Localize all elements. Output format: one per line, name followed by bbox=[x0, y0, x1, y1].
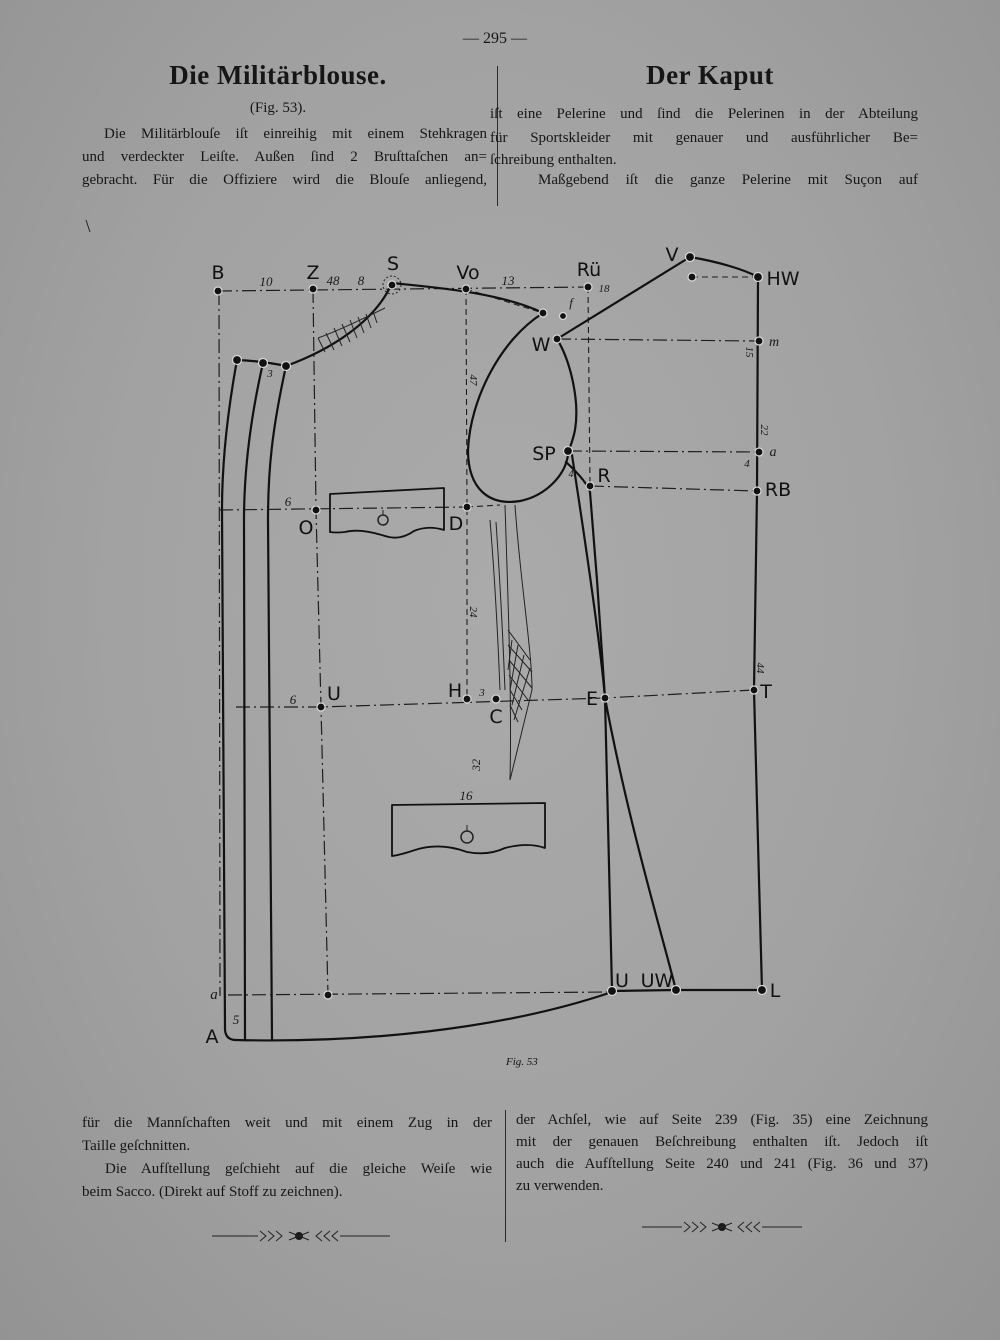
hem-back-line bbox=[612, 990, 762, 991]
vo-vertical-line bbox=[466, 289, 467, 699]
point-d bbox=[463, 503, 471, 511]
lower-pocket-button bbox=[461, 831, 473, 843]
measure-24: 24 bbox=[467, 606, 479, 618]
right-text-line: auch die Aufſtellung Seite 240 und 241 (Fig. 36 und 37) bbox=[516, 1156, 928, 1172]
point-h bbox=[463, 695, 471, 703]
measure-a-right: a bbox=[769, 445, 777, 460]
back-side-seam bbox=[572, 455, 676, 990]
measure-4-sp: 4 bbox=[568, 469, 574, 480]
left-text-line: und verdeckter Leiſte. Außen ſind 2 Bruſttaſchen an= bbox=[82, 149, 487, 165]
front-neckline bbox=[286, 283, 392, 366]
point-ru bbox=[584, 283, 592, 291]
label-uw: UW bbox=[640, 970, 674, 992]
left-article-figure-ref: (Fig. 53). bbox=[249, 100, 307, 116]
left-text-line: gebracht. Für die Offiziere wird die Blouſe anliegend, bbox=[82, 172, 487, 188]
left-text-line: beim Sacco. (Direkt auf Stoff zu zeichnen). bbox=[82, 1184, 343, 1200]
label-h: H bbox=[447, 680, 463, 702]
label-ru: Rü bbox=[576, 259, 602, 281]
top-construction-line bbox=[218, 287, 590, 291]
point-front-1 bbox=[233, 356, 242, 365]
ru-vertical-line bbox=[588, 287, 590, 486]
measure-5: 5 bbox=[232, 1012, 240, 1027]
point-vo bbox=[462, 285, 470, 293]
point-sp bbox=[564, 447, 573, 456]
measure-22: 22 bbox=[758, 424, 770, 436]
point-front-2 bbox=[259, 359, 268, 368]
point-hem-z bbox=[324, 991, 332, 999]
left-text-line: für die Mannſchaften weit und mit einem Zug in der bbox=[82, 1115, 492, 1131]
left-text-line: Die Aufſtellung geſchieht auf die gleiche Weiſe wie bbox=[105, 1161, 492, 1177]
page-number: — 295 — bbox=[463, 30, 527, 47]
lower-pocket bbox=[392, 803, 545, 856]
measure-f: f bbox=[569, 295, 573, 310]
point-m bbox=[755, 337, 763, 345]
back-armhole bbox=[557, 339, 576, 455]
measure-10: 10 bbox=[259, 274, 273, 289]
measure-m: m bbox=[768, 335, 780, 350]
label-o: O bbox=[298, 517, 314, 539]
point-v bbox=[686, 253, 695, 262]
measure-8: 8 bbox=[357, 273, 365, 288]
measure-13: 13 bbox=[501, 273, 515, 288]
measure-32: 32 bbox=[469, 759, 483, 771]
dart-right bbox=[510, 505, 532, 780]
label-hw: HW bbox=[766, 268, 800, 290]
point-back-neck bbox=[688, 273, 696, 281]
point-hw bbox=[754, 273, 763, 282]
point-s bbox=[388, 281, 396, 289]
back-neck bbox=[690, 257, 758, 277]
measure-44: 44 bbox=[754, 662, 766, 674]
z-vertical-line bbox=[313, 289, 328, 995]
point-f bbox=[560, 313, 567, 320]
measure-6-waist: 6 bbox=[289, 692, 297, 707]
right-article-title: Der Kaput bbox=[646, 60, 774, 90]
sp-a-line bbox=[568, 451, 759, 452]
point-a-right bbox=[755, 448, 763, 456]
point-c bbox=[492, 695, 500, 703]
left-article-title: Die Militärblouse. bbox=[169, 60, 387, 90]
right-text-line: ſchreibung enthalten. bbox=[490, 152, 617, 168]
hem-curve bbox=[236, 992, 612, 1040]
label-z: Z bbox=[306, 262, 320, 284]
measure-6-breast: 6 bbox=[284, 494, 292, 509]
column-divider-bottom bbox=[505, 1110, 506, 1242]
measure-a-left: a bbox=[210, 987, 218, 1003]
r-rb-line bbox=[590, 486, 757, 491]
dart-grain-lines bbox=[490, 520, 505, 690]
label-r: R bbox=[597, 465, 611, 487]
label-e: E bbox=[585, 688, 599, 710]
hem-guide-line bbox=[228, 992, 612, 995]
measure-18: 18 bbox=[598, 283, 610, 295]
label-u-side: U bbox=[615, 970, 629, 992]
measure-4-back: 4 bbox=[744, 458, 750, 470]
label-v: V bbox=[665, 244, 679, 266]
label-s: S bbox=[386, 253, 400, 275]
dart-guide-line bbox=[467, 505, 500, 507]
breast-line bbox=[219, 507, 467, 510]
point-l bbox=[758, 986, 767, 995]
label-u-front: U bbox=[327, 683, 341, 705]
label-sp: SP bbox=[532, 443, 556, 465]
right-text-line: Maßgebend iſt die ganze Pelerine mit Suçon auf bbox=[538, 172, 918, 188]
point-r bbox=[586, 482, 594, 490]
point-t bbox=[750, 686, 758, 694]
label-b: B bbox=[211, 262, 225, 284]
point-e bbox=[601, 694, 609, 702]
front-edge-outer bbox=[222, 360, 237, 1040]
point-z bbox=[309, 285, 317, 293]
point-b bbox=[214, 287, 222, 295]
point-w bbox=[553, 335, 561, 343]
right-text-line: der Achſel, wie auf Seite 239 (Fig. 35) eine Zeichnung bbox=[516, 1112, 928, 1128]
front-side-seam bbox=[566, 462, 612, 990]
right-text-line: iſt eine Pelerine und ſind die Pelerinen in der Abteilung bbox=[490, 106, 918, 122]
left-text-line: Taille geſchnitten. bbox=[82, 1138, 191, 1154]
left-construction-line bbox=[219, 291, 220, 996]
point-shoulder-end bbox=[539, 309, 547, 317]
point-u-front bbox=[317, 703, 325, 711]
front-edge-middle bbox=[244, 363, 263, 1040]
measure-48: 48 bbox=[326, 273, 340, 288]
measure-3-front: 3 bbox=[267, 368, 273, 380]
dart-left bbox=[505, 505, 511, 780]
point-front-3 bbox=[282, 362, 291, 371]
ornament-right bbox=[642, 1222, 802, 1232]
measure-15: 15 bbox=[743, 346, 755, 358]
label-rb: RB bbox=[764, 479, 792, 501]
label-vo: Vo bbox=[456, 262, 480, 284]
breast-pocket-button bbox=[378, 515, 388, 525]
label-d: D bbox=[448, 513, 464, 535]
w-m-line bbox=[557, 339, 759, 341]
point-o bbox=[312, 506, 320, 514]
label-l: L bbox=[769, 980, 781, 1002]
right-text-line: zu verwenden. bbox=[516, 1178, 604, 1194]
measure-3-waist: 3 bbox=[479, 687, 485, 699]
stray-mark bbox=[86, 220, 90, 232]
figure-caption: Fig. 53 bbox=[506, 1056, 538, 1068]
front-armhole bbox=[468, 313, 568, 502]
point-rb bbox=[753, 487, 761, 495]
right-text-line: mit der genauen Beſchreibung enthalten iſt. Jedoch iſt bbox=[516, 1134, 928, 1150]
measure-16: 16 bbox=[459, 788, 473, 803]
measure-47: 47 bbox=[467, 374, 479, 386]
label-c: C bbox=[489, 706, 503, 728]
label-a: A bbox=[205, 1026, 219, 1048]
left-text-line: Die Militärblouſe iſt einreihig mit einem Stehkragen bbox=[104, 126, 487, 142]
label-t: T bbox=[760, 681, 772, 703]
label-w: W bbox=[531, 334, 551, 356]
breast-pocket bbox=[330, 488, 444, 538]
right-text-line: für Sportskleider mit genauer und ausführlicher Be= bbox=[490, 130, 918, 146]
ornament-left bbox=[212, 1231, 390, 1241]
front-edge-inner bbox=[268, 366, 286, 1040]
back-center-line bbox=[754, 277, 762, 990]
